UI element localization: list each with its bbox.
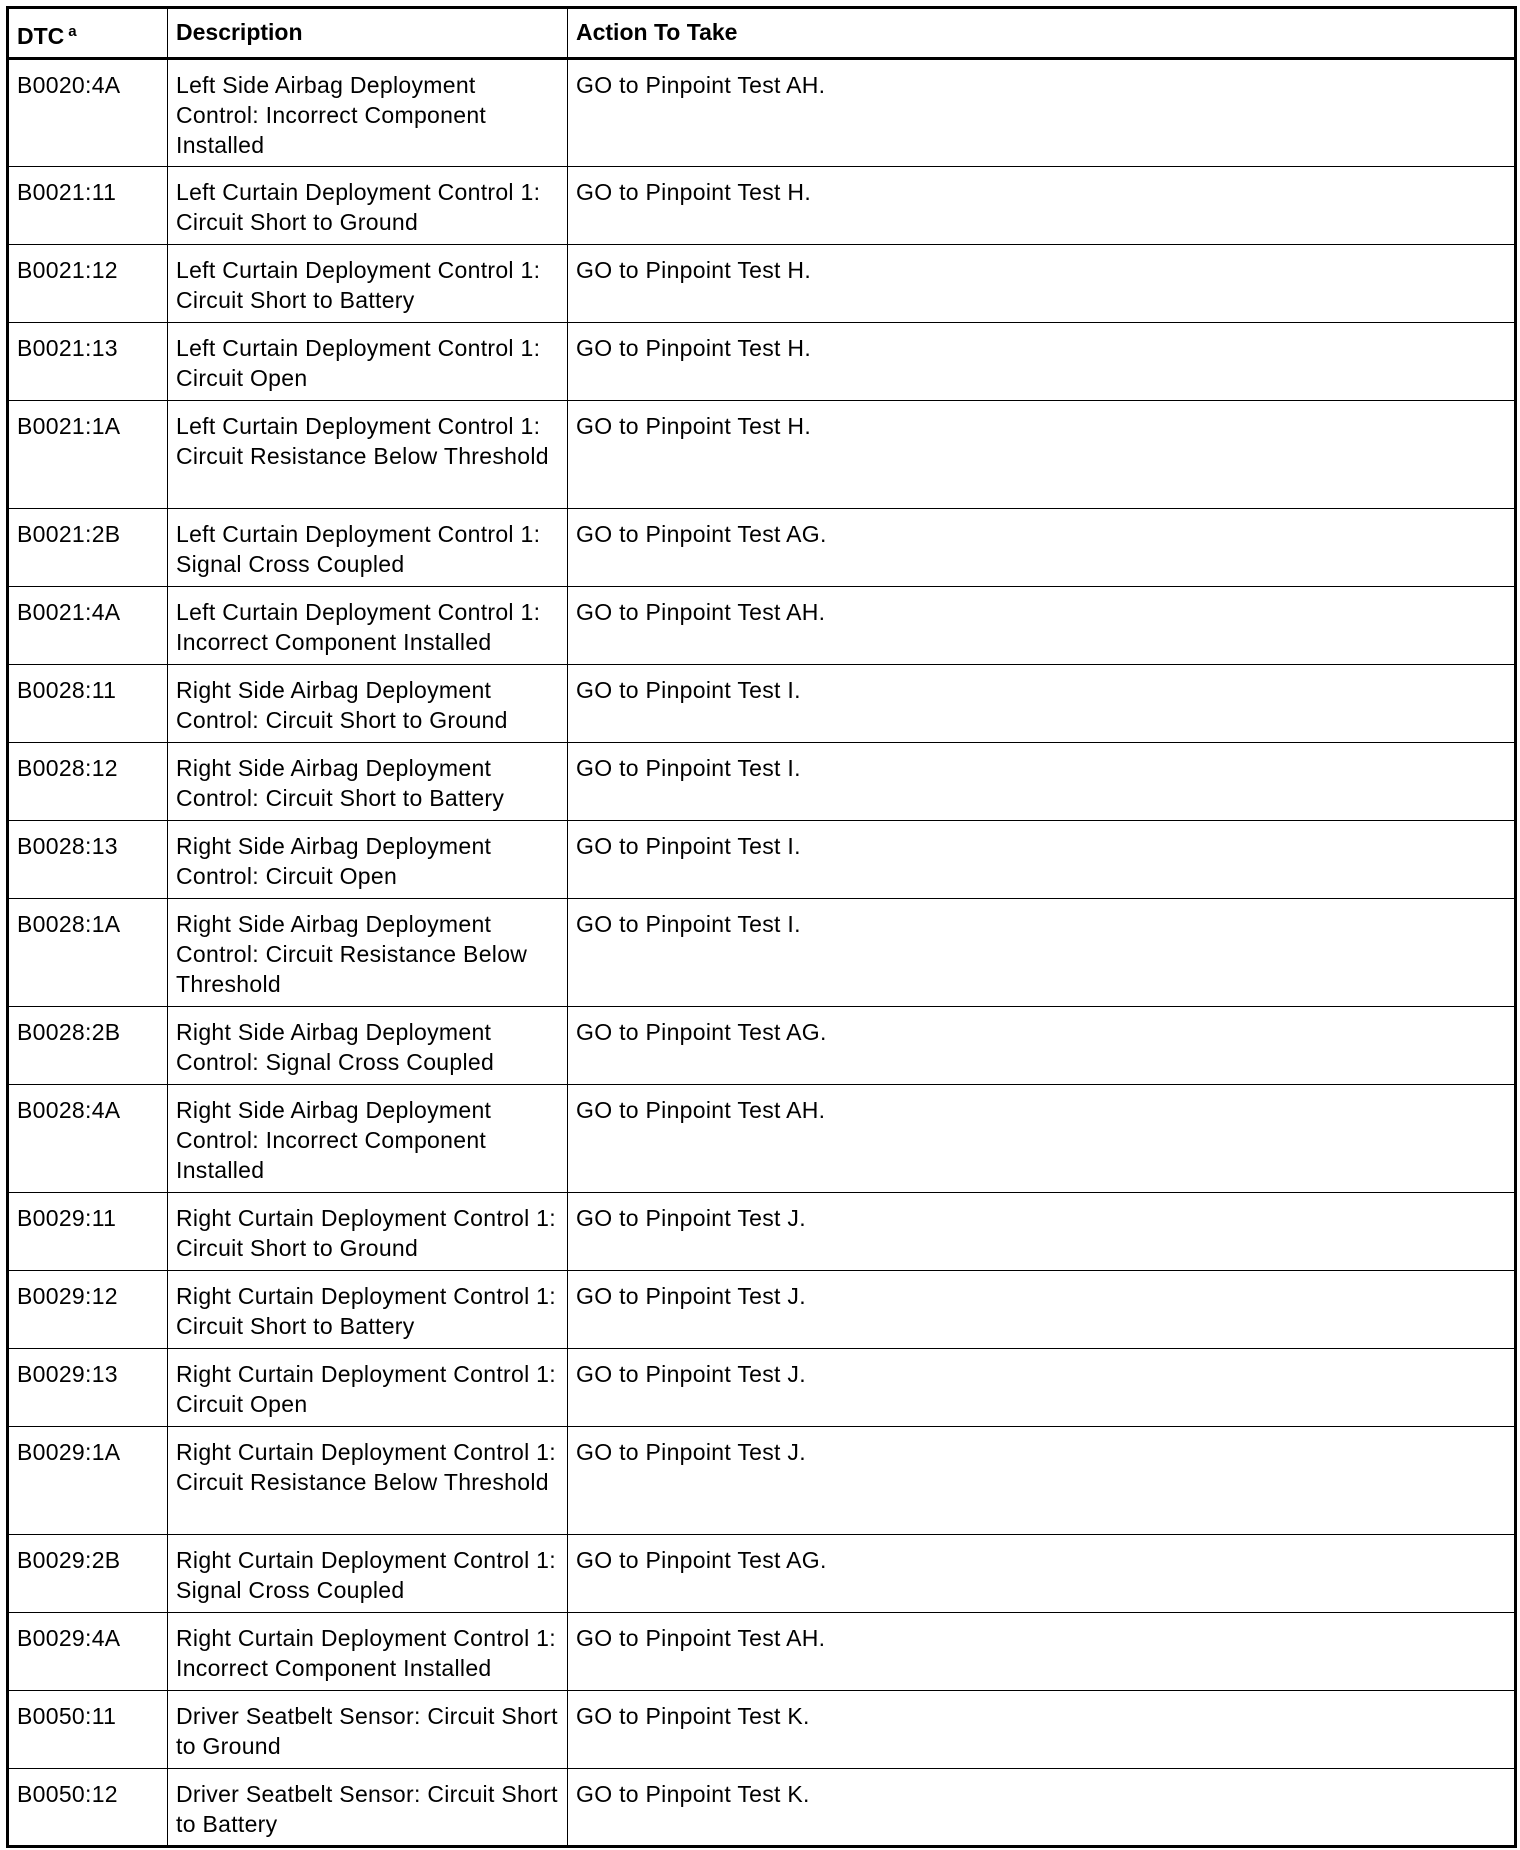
table-row xyxy=(8,245,1516,323)
header-action: Action To Take xyxy=(568,8,1516,59)
header-description: Description xyxy=(168,8,568,59)
table-row xyxy=(8,1349,1516,1427)
cell-action: GO to Pinpoint Test J. xyxy=(568,1193,1516,1271)
table-row xyxy=(8,1427,1516,1535)
cell-description: Left Curtain Deployment Control 1: Signal Cross Coupled xyxy=(168,509,568,587)
cell-dtc: B0021:2B xyxy=(8,509,168,587)
cell-description: Right Side Airbag Deployment Control: Circuit Short to Ground xyxy=(168,665,568,743)
table-row xyxy=(8,821,1516,899)
table-row xyxy=(8,1271,1516,1349)
cell-description: Right Side Airbag Deployment Control: Incorrect Component Installed xyxy=(168,1085,568,1193)
cell-action: GO to Pinpoint Test AH. xyxy=(568,587,1516,665)
cell-action: GO to Pinpoint Test AH. xyxy=(568,1085,1516,1193)
cell-action: GO to Pinpoint Test AG. xyxy=(568,509,1516,587)
cell-description: Right Curtain Deployment Control 1: Circuit Short to Battery xyxy=(168,1271,568,1349)
cell-action: GO to Pinpoint Test I. xyxy=(568,665,1516,743)
cell-dtc: B0029:13 xyxy=(8,1349,168,1427)
cell-action: GO to Pinpoint Test H. xyxy=(568,245,1516,323)
cell-dtc: B0020:4A xyxy=(8,59,168,167)
cell-description: Right Side Airbag Deployment Control: Circuit Short to Battery xyxy=(168,743,568,821)
cell-dtc: B0028:12 xyxy=(8,743,168,821)
table-row xyxy=(8,1007,1516,1085)
cell-dtc: B0050:11 xyxy=(8,1691,168,1769)
cell-action: GO to Pinpoint Test H. xyxy=(568,323,1516,401)
table-row xyxy=(8,1613,1516,1691)
cell-description: Right Side Airbag Deployment Control: Signal Cross Coupled xyxy=(168,1007,568,1085)
cell-dtc: B0029:11 xyxy=(8,1193,168,1271)
cell-action: GO to Pinpoint Test H. xyxy=(568,401,1516,509)
cell-description: Left Curtain Deployment Control 1: Circuit Resistance Below Threshold xyxy=(168,401,568,509)
table-row xyxy=(8,587,1516,665)
cell-description: Driver Seatbelt Sensor: Circuit Short to Ground xyxy=(168,1691,568,1769)
cell-description: Driver Seatbelt Sensor: Circuit Short to Battery xyxy=(168,1769,568,1847)
cell-description: Right Side Airbag Deployment Control: Circuit Resistance Below Threshold xyxy=(168,899,568,1007)
table-row xyxy=(8,167,1516,245)
cell-description: Right Curtain Deployment Control 1: Circuit Open xyxy=(168,1349,568,1427)
cell-dtc: B0028:2B xyxy=(8,1007,168,1085)
table-header-row xyxy=(8,8,1516,59)
cell-dtc: B0028:11 xyxy=(8,665,168,743)
table-row xyxy=(8,665,1516,743)
header-dtc xyxy=(8,8,168,59)
cell-action: GO to Pinpoint Test AH. xyxy=(568,59,1516,167)
table-row xyxy=(8,59,1516,167)
cell-dtc: B0050:12 xyxy=(8,1769,168,1847)
table-row xyxy=(8,1085,1516,1193)
cell-action: GO to Pinpoint Test J. xyxy=(568,1349,1516,1427)
cell-dtc: B0021:11 xyxy=(8,167,168,245)
cell-action: GO to Pinpoint Test AH. xyxy=(568,1613,1516,1691)
table-row xyxy=(8,509,1516,587)
cell-description: Left Side Airbag Deployment Control: Incorrect Component Installed xyxy=(168,59,568,167)
cell-description: Left Curtain Deployment Control 1: Incorrect Component Installed xyxy=(168,587,568,665)
cell-description: Right Curtain Deployment Control 1: Incorrect Component Installed xyxy=(168,1613,568,1691)
cell-dtc: B0029:12 xyxy=(8,1271,168,1349)
cell-action: GO to Pinpoint Test J. xyxy=(568,1271,1516,1349)
cell-action: GO to Pinpoint Test J. xyxy=(568,1427,1516,1535)
table-row xyxy=(8,899,1516,1007)
table-row xyxy=(8,1193,1516,1271)
cell-dtc: B0021:12 xyxy=(8,245,168,323)
cell-action: GO to Pinpoint Test I. xyxy=(568,743,1516,821)
cell-dtc: B0028:1A xyxy=(8,899,168,1007)
header-dtc-label: DTC xyxy=(17,23,65,49)
cell-description: Right Curtain Deployment Control 1: Circuit Short to Ground xyxy=(168,1193,568,1271)
cell-description: Left Curtain Deployment Control 1: Circuit Short to Battery xyxy=(168,245,568,323)
dtc-table xyxy=(6,6,1517,1848)
cell-dtc: B0029:4A xyxy=(8,1613,168,1691)
cell-dtc: B0021:4A xyxy=(8,587,168,665)
table-row xyxy=(8,743,1516,821)
cell-dtc: B0029:1A xyxy=(8,1427,168,1535)
table-row xyxy=(8,1535,1516,1613)
cell-description: Left Curtain Deployment Control 1: Circuit Short to Ground xyxy=(168,167,568,245)
cell-action: GO to Pinpoint Test AG. xyxy=(568,1535,1516,1613)
cell-dtc: B0021:1A xyxy=(8,401,168,509)
table-row xyxy=(8,1691,1516,1769)
table-row xyxy=(8,1769,1516,1847)
cell-action: GO to Pinpoint Test I. xyxy=(568,821,1516,899)
header-dtc-footnote: a xyxy=(68,23,77,40)
cell-dtc: B0028:4A xyxy=(8,1085,168,1193)
table-row xyxy=(8,323,1516,401)
cell-description: Right Curtain Deployment Control 1: Signal Cross Coupled xyxy=(168,1535,568,1613)
cell-description: Right Side Airbag Deployment Control: Circuit Open xyxy=(168,821,568,899)
cell-action: GO to Pinpoint Test H. xyxy=(568,167,1516,245)
cell-action: GO to Pinpoint Test K. xyxy=(568,1769,1516,1847)
cell-dtc: B0021:13 xyxy=(8,323,168,401)
cell-description: Left Curtain Deployment Control 1: Circuit Open xyxy=(168,323,568,401)
table-row xyxy=(8,401,1516,509)
cell-action: GO to Pinpoint Test K. xyxy=(568,1691,1516,1769)
cell-action: GO to Pinpoint Test AG. xyxy=(568,1007,1516,1085)
cell-description: Right Curtain Deployment Control 1: Circuit Resistance Below Threshold xyxy=(168,1427,568,1535)
cell-action: GO to Pinpoint Test I. xyxy=(568,899,1516,1007)
cell-dtc: B0029:2B xyxy=(8,1535,168,1613)
cell-dtc: B0028:13 xyxy=(8,821,168,899)
